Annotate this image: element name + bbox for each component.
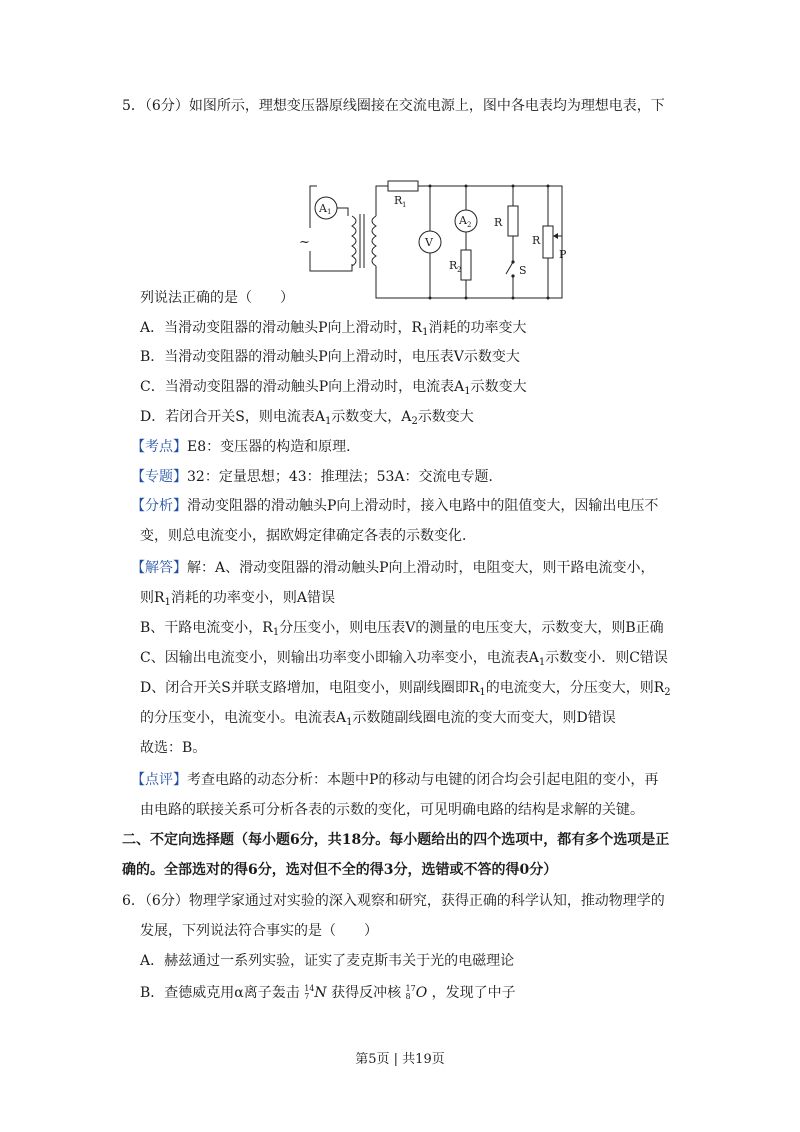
q6-stem-line1: 6．（6分）物理学家通过对实验的深入观察和研究，获得正确的科学认知，推动物理学的 xyxy=(122,893,665,909)
q5-option-d: D．若闭合开关S，则电流表$A_1$示数变大，$A_2$示数变大 xyxy=(140,409,474,427)
ac-source-symbol: ~ xyxy=(299,235,310,250)
section2-title-line1: 二、不定向选择题（每小题6分，共18分。每小题给出的四个选项中，都有多个选项是正 xyxy=(122,832,670,848)
section2-title-line2: 确的。全部选对的得6分，选对但不全的得3分，选错或不答的得0分） xyxy=(122,862,558,878)
q5-jieda-b: B、干路电流变小，$R_1$分压变小，则电压表V的测量的电压变大，示数变大，则B正确 xyxy=(140,620,664,638)
resistor-r2-label: R xyxy=(449,259,458,272)
circuit-diagram xyxy=(290,176,590,306)
rheostat-r-label: R xyxy=(532,234,541,247)
q5-answer: 故选：B。 xyxy=(140,740,207,756)
resistor-r1-label: R xyxy=(394,194,403,207)
ammeter-a2-sub: 2 xyxy=(467,221,472,229)
q5-jieda-line1: 【解答】解：A、滑动变阻器的滑动触头P向上滑动时，电阻变大，则干路电流变小， xyxy=(131,560,655,576)
resistor-r2-sub: 2 xyxy=(457,266,462,274)
ammeter-a2-label: A xyxy=(459,214,467,227)
q5-fenxi-line2: 变，则总电流变小，据欧姆定律确定各表的示数变化． xyxy=(140,528,476,544)
q5-zhuanti: 【专题】32：定量思想；43：推理法；53A：交流电专题． xyxy=(131,469,503,485)
q5-jieda-line2: 则$R_1$消耗的功率变小，则A错误 xyxy=(140,590,336,608)
q5-kaodian: 【考点】E8：变压器的构造和原理． xyxy=(131,439,361,455)
q5-stem-line1: 5．（6分）如图所示，理想变压器原线圈接在交流电源上，图中各电表均为理想电表，下 xyxy=(122,98,665,114)
q5-jieda-c: C、因输出电流变小，则输出功率变小即输入功率变小，电流表$A_1$示数变小．则C错误 xyxy=(140,650,668,668)
q6-stem-line2: 发展，下列说法符合事实的是（ ） xyxy=(140,923,378,939)
q5-option-c: C．当滑动变阻器的滑动触头P向上滑动时，电流表$A_1$示数变大 xyxy=(140,379,527,397)
ammeter-a1-label: A xyxy=(319,202,327,215)
page-footer: 第5页 | 共19页 xyxy=(355,1052,445,1067)
voltmeter-label: V xyxy=(425,236,433,249)
isotope-o17: 17 8 O xyxy=(405,984,428,1001)
q5-dianping-line2: 由电路的联接关系可分析各表的示数的变化，可见明确电路的结构是求解的关键。 xyxy=(140,802,644,818)
q5-option-b: B．当滑动变阻器的滑动触头P向上滑动时，电压表V示数变大 xyxy=(140,349,520,365)
slider-p-label: P xyxy=(559,248,567,261)
ammeter-a1-sub: 1 xyxy=(327,208,332,216)
q5-stem-line2: 列说法正确的是（ ） xyxy=(140,290,294,306)
q5-fenxi-line1: 【分析】滑动变阻器的滑动触头P向上滑动时，接入电路中的阻值变大，因输出电压不 xyxy=(131,498,659,514)
q5-dianping-line1: 【点评】考查电路的动态分析：本题中P的移动与电键的闭合均会引起电阻的变小，再 xyxy=(131,772,659,788)
resistor-r1-sub: 1 xyxy=(402,201,407,209)
q6-option-b: B．查德威克用α离子轰击 14 7 N 获得反冲核 17 8 O ，发现了中子 xyxy=(140,984,516,1001)
q6-option-a: A．赫兹通过一系列实验，证实了麦克斯韦关于光的电磁理论 xyxy=(140,953,515,969)
q5-jieda-d-line1: D、闭合开关S并联支路增加，电阻变小，则副线圈即$R_1$的电流变大，分压变大，则$R_2$ xyxy=(140,680,671,698)
q5-jieda-d-line2: 的分压变小，电流变小。电流表$A_1$示数随副线圈电流的变大而变大，则D错误 xyxy=(140,710,616,728)
isotope-n14: 14 7 N xyxy=(304,984,327,1001)
q5-option-a: A．当滑动变阻器的滑动触头P向上滑动时，$R_1$消耗的功率变大 xyxy=(140,320,527,338)
switch-s-label: S xyxy=(519,264,527,277)
resistor-r-label: R xyxy=(494,216,503,229)
